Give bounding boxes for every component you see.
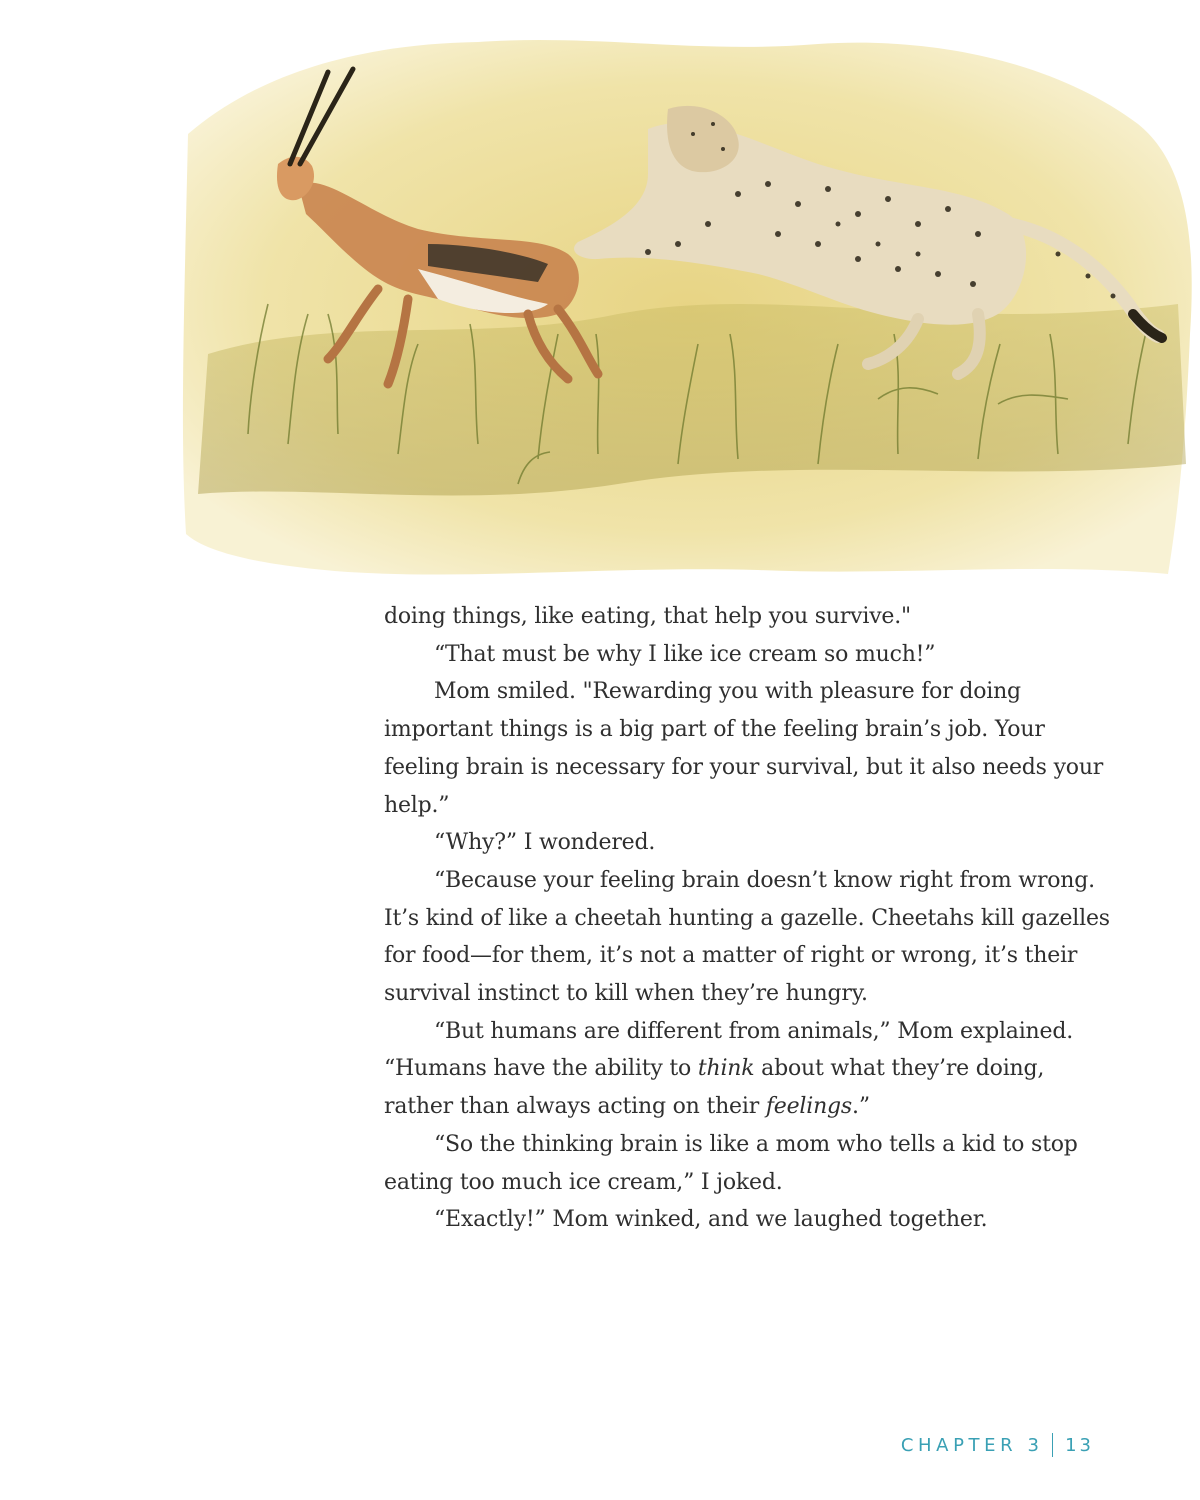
paragraph: “Why?” I wondered.: [434, 830, 656, 856]
chapter-label: CHAPTER 3: [900, 1434, 1044, 1456]
paragraph: [384, 1050, 1114, 1125]
paragraph: “Exactly!” Mom winked, and we laughed together.: [434, 1207, 988, 1233]
emphasis-feelings: feelings: [765, 1094, 853, 1120]
paragraph: doing things, like eating, that help you survive.": [384, 604, 911, 629]
text-run: .”: [852, 1094, 870, 1120]
page-number: 13: [1065, 1434, 1094, 1456]
page-footer: [901, 1430, 1094, 1460]
text-run: “Humans have the ability to: [384, 1056, 698, 1082]
paragraph: “So the thinking brain is like a mom who tells a kid to stop eating too much ice cream,” I joked.: [384, 1131, 1078, 1195]
text-run: about what they’re doing, rather than always acting on their: [384, 1056, 1045, 1120]
paragraph: Mom smiled. "Rewarding you with pleasure for doing important things is a big part of the feeling brain’s job. Your feeling brain is necessary for your survival, but it also needs your help.”: [384, 679, 1104, 818]
paragraph: “But humans are different from animals,” Mom explained.: [434, 1018, 1073, 1044]
emphasis-think: think: [697, 1056, 755, 1082]
paragraph: “That must be why I like ice cream so much!”: [434, 641, 936, 667]
footer-divider: [1052, 1433, 1054, 1457]
story-text: [384, 598, 1114, 1239]
paragraph: “Because your feeling brain doesn’t know right from wrong. It’s kind of like a cheetah hunting a gazelle. Cheetahs kill gazelles for food—for them, it’s not a matter of right or wrong, it’s their survival instinct to kill when they’re hungry.: [384, 867, 1110, 1007]
cheetah-gazelle-illustration: [178, 14, 1198, 586]
